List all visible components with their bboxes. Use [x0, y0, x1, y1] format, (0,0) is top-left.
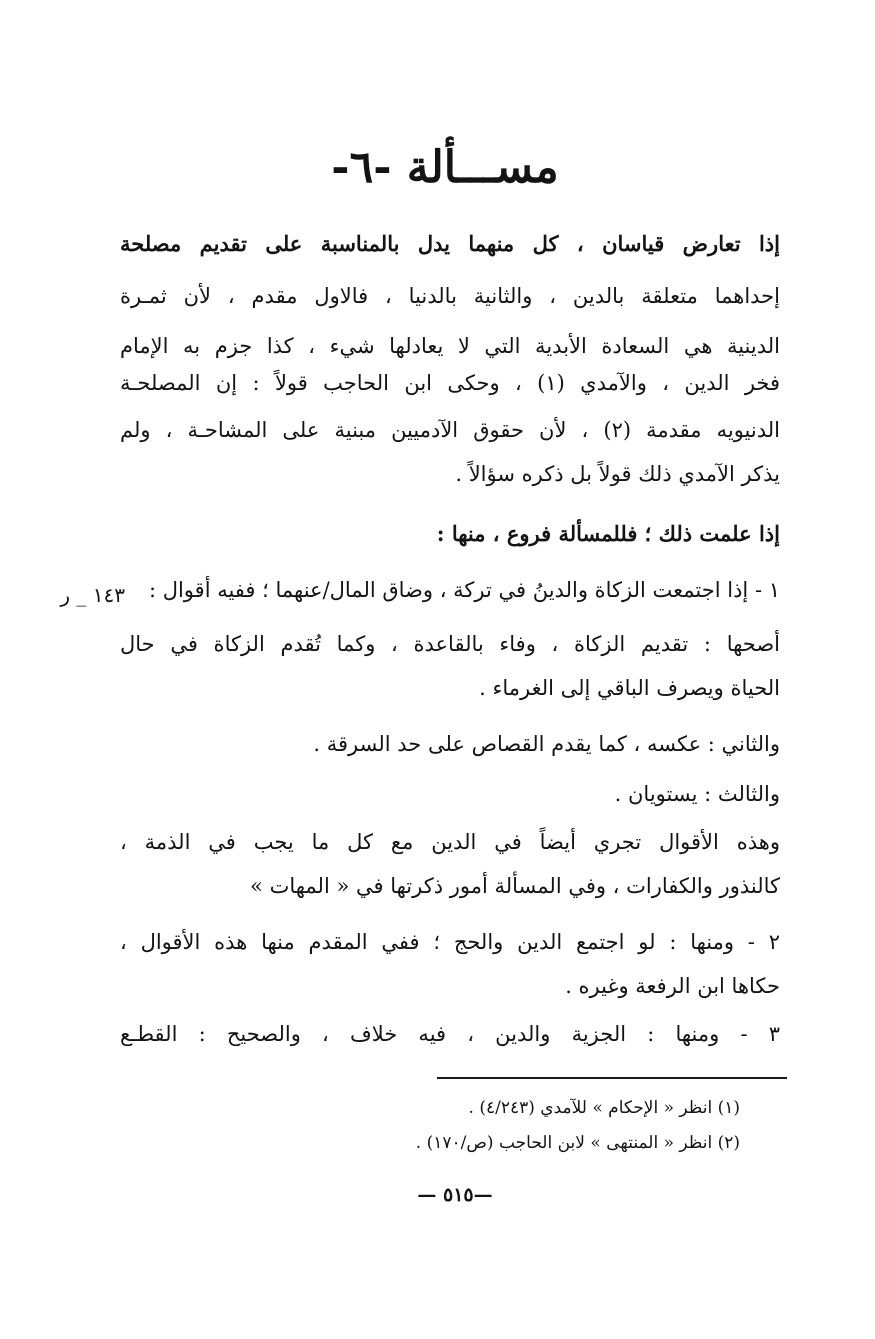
footnote-divider	[437, 1077, 787, 1079]
page-number: —٥١٥ —	[417, 1184, 493, 1206]
margin-reference: ١٤٣ _ ر	[60, 583, 125, 607]
text-line: إذا تعارض قياسان ، كل منهما يدل بالمناسبة على تقديم مصلحة	[120, 231, 780, 256]
footnote: (١) انظر « الإحكام » للآمدي (٤/٢٤٣) .	[468, 1098, 740, 1118]
text-line: والثالث : يستويان .	[614, 782, 780, 806]
text-line: الدينية هي السعادة الأبدية التي لا يعادلها شيء ، كذا جزم به الإمام	[120, 334, 780, 358]
text-line: يذكر الآمدي ذلك قولاً بل ذكره سؤالاً .	[455, 462, 780, 486]
section-heading: مســـألة -٦-	[331, 142, 559, 193]
text-line: إحداهما متعلقة بالدين ، والثانية بالدنيا ، فالاول مقدم ، لأن ثمـرة	[120, 284, 780, 308]
text-line: فخر الدين ، والآمدي (١) ، وحكى ابن الحاجب قولاً : إن المصلحـة	[120, 371, 780, 395]
text-line: الحياة ويصرف الباقي إلى الغرماء .	[479, 676, 780, 700]
text-line: والثاني : عكسه ، كما يقدم القصاص على حد السرقة .	[313, 732, 780, 756]
text-line: إذا علمت ذلك ؛ فللمسألة فروع ، منها :	[436, 521, 780, 546]
text-line: ٢ - ومنها : لو اجتمع الدين والحج ؛ ففي المقدم منها هذه الأقوال ،	[120, 930, 780, 954]
text-line: ٣ - ومنها : الجزية والدين ، فيه خلاف ، والصحيح : القطـع	[120, 1022, 780, 1046]
text-line: أصحها : تقديم الزكاة ، وفاء بالقاعدة ، وكما تُقدم الزكاة في حال	[120, 632, 780, 656]
text-line: وهذه الأقوال تجري أيضاً في الدين مع كل ما يجب في الذمة ،	[120, 830, 780, 854]
footnote: (٢) انظر « المنتهى » لابن الحاجب (ص/١٧٠) .	[415, 1133, 740, 1153]
text-line: كالنذور والكفارات ، وفي المسألة أمور ذكرتها في « المهات »	[250, 874, 780, 898]
text-line: حكاها ابن الرفعة وغيره .	[565, 974, 780, 998]
text-line: الدنيويه مقدمة (٢) ، لأن حقوق الآدميين مبنية على المشاحـة ، ولم	[120, 418, 780, 442]
text-line: ١ - إذا اجتمعت الزكاة والدينُ في تركة ، وضاق المال/عنهما ؛ ففيه أقوال :	[148, 578, 780, 602]
